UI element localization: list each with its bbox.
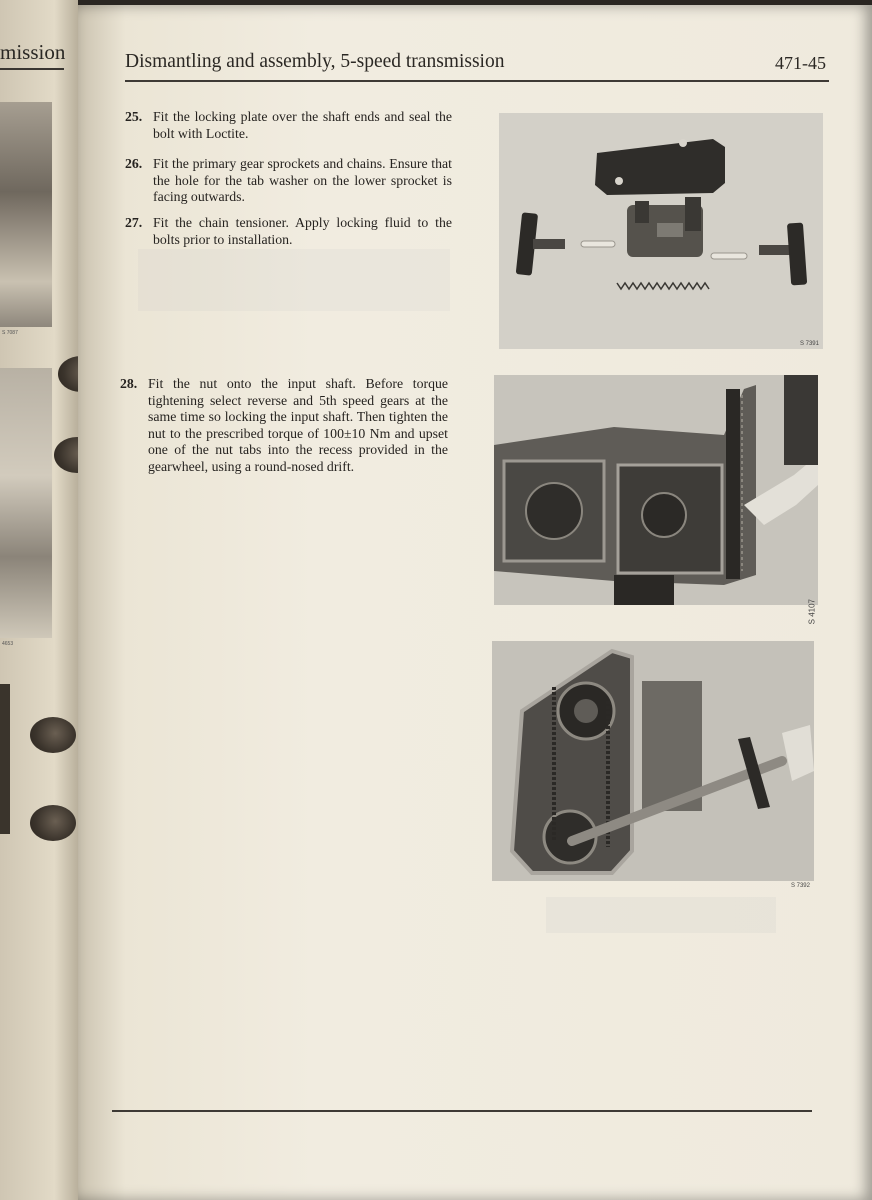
photo-code: S 7392 — [790, 883, 810, 889]
step-25 — [125, 109, 452, 142]
photo-code: S 7391 — [799, 341, 819, 347]
previous-page-edge — [0, 0, 78, 1200]
previous-page-photo — [0, 368, 52, 638]
step-number: 28. — [120, 376, 138, 391]
step-27 — [125, 215, 452, 248]
bleed-through-shadow — [138, 249, 450, 311]
binder-hole — [30, 805, 76, 841]
photo-torque-tightening-nut — [492, 641, 814, 889]
previous-page-title-fragment: mission — [0, 40, 66, 64]
previous-page-rule — [0, 68, 64, 70]
page-title: Dismantling and assembly, 5-speed transmission — [125, 51, 505, 72]
binder-hole — [30, 717, 76, 753]
step-text: Fit the chain tensioner. Apply locking fluid to the bolts prior to installation. — [153, 215, 452, 247]
bleed-through-shadow — [546, 897, 776, 933]
step-26 — [125, 156, 452, 206]
transmission-housing-illustration — [494, 375, 818, 605]
step-text: Fit the nut onto the input shaft. Before torque tightening select reverse and 5th speed gears at the same time so locking the input shaft. Then tighten the nut to the prescribed torque of 100±10 Nm and upset one of the nut tabs into the recess provided in the gearwheel, using a round-nosed drift. — [148, 376, 448, 474]
previous-page-photo — [0, 102, 52, 327]
footer-rule — [112, 1110, 812, 1112]
page-number: 471-45 — [775, 53, 826, 73]
photo-code: S 4107 — [807, 599, 816, 625]
photo-chain-tensioner-parts — [499, 113, 823, 349]
chain-tensioner-parts-illustration — [499, 113, 823, 349]
previous-page-photo-code: S 7087 — [2, 330, 18, 336]
step-number: 27. — [125, 215, 143, 230]
torque-wrench-illustration — [492, 641, 814, 881]
header-rule — [125, 80, 829, 82]
step-text: Fit the primary gear sprockets and chains. Ensure that the hole for the tab washer on the lower sprocket is facing outwards. — [153, 156, 452, 205]
step-28 — [120, 376, 448, 476]
step-text: Fit the locking plate over the shaft ends and seal the bolt with Loctite. — [153, 109, 452, 141]
step-number: 25. — [125, 109, 143, 124]
previous-page-photo — [0, 684, 10, 834]
previous-page-photo-code: 4653 — [2, 641, 14, 647]
step-number: 26. — [125, 156, 143, 171]
photo-transmission-input-shaft — [494, 375, 818, 625]
manual-page — [78, 5, 872, 1200]
